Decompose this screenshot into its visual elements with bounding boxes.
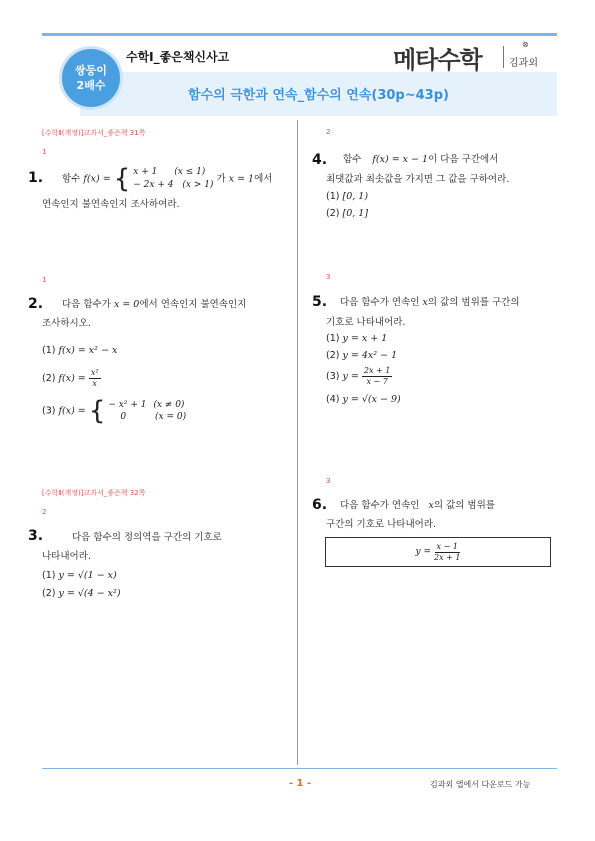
q2-item-3-cond2: (x = 0) <box>155 412 187 422</box>
q4-item-1-math: [0, 1) <box>342 191 369 202</box>
q6-box-numerator: x − 1 <box>436 541 458 551</box>
q2-item-1-label: (1) <box>42 345 56 356</box>
q3-item-1-math: y = √(1 − x) <box>58 570 117 581</box>
q6-line1 <box>340 496 495 516</box>
q2-line2: 조사하시오. <box>42 318 91 329</box>
q3-line2: 나타내어라. <box>42 551 91 562</box>
q5-item-3-lhs: y = <box>342 371 359 382</box>
column-divider <box>297 120 298 765</box>
q5-item-4-math: y = √(x − 9) <box>342 394 401 405</box>
q5-line2: 기호로 나타내어라. <box>326 317 406 328</box>
badge-line2: 2배수 <box>76 79 106 92</box>
q2-line1-post: 에서 연속인지 불연속인지 <box>139 299 247 310</box>
q1-cases <box>133 166 213 192</box>
q4-item-2-math: [0, 1] <box>342 208 369 219</box>
q4-line1-math: f(x) = x − 1 <box>372 154 429 165</box>
q5-item-1-label: (1) <box>326 333 340 344</box>
q4-line2: 최댓값과 최솟값을 가지면 그 값을 구하여라. <box>326 174 510 185</box>
q2-item-3-lhs: f(x) = <box>58 405 86 417</box>
q6-line2: 구간의 기호로 나타내어라. <box>326 519 437 530</box>
q5-line1-post: 의 값의 범위를 구간의 <box>427 297 520 308</box>
q4-number: 4. <box>312 152 328 168</box>
q2-number: 2. <box>28 296 44 312</box>
q4-item-1 <box>326 191 368 202</box>
q1-source: [수학Ⅱ(개정)]교과서_좋은책 31쪽 <box>42 129 146 137</box>
q2-item-3-brace: { <box>88 396 106 426</box>
q5-item-3-fraction <box>362 366 392 387</box>
q3-number: 3. <box>28 528 44 544</box>
q6-box-fraction <box>434 542 460 563</box>
q6-level: 3 <box>326 477 331 485</box>
q2-line1-pre: 다음 함수가 <box>62 299 111 310</box>
q5-item-3-denominator: x − 7 <box>366 377 388 386</box>
q6-line1-math: x <box>428 500 434 511</box>
q5-item-4 <box>326 394 401 405</box>
q2-item-2-label: (2) <box>42 373 56 384</box>
q4-line1-pre: 함수 <box>343 154 362 165</box>
q3-level: 2 <box>42 508 47 516</box>
q5-item-3 <box>326 366 392 387</box>
page-number: - 1 - <box>288 778 312 789</box>
q2-item-2-fraction <box>89 368 101 389</box>
badge-line1: 쌍둥이 <box>75 64 107 77</box>
q5-line1-math: x <box>422 297 428 308</box>
q5-item-4-label: (4) <box>326 394 340 405</box>
q1-tail: 에서 <box>254 173 273 185</box>
q4-item-2-label: (2) <box>326 208 340 219</box>
q1-mid: 가 <box>216 173 226 185</box>
q2-item-2-lhs: f(x) = <box>58 373 86 384</box>
q1-at: x = 1 <box>228 173 255 185</box>
q4-level: 2 <box>326 128 331 136</box>
q2-item-3-case1: − x² + 1 <box>108 400 147 410</box>
q2-item-1 <box>42 345 117 356</box>
subject-label: 수학Ⅰ_좋은책신사고 <box>126 50 230 64</box>
q1-case1: x + 1 <box>133 167 158 177</box>
q5-item-3-label: (3) <box>326 371 340 382</box>
logo-divider <box>503 46 504 68</box>
q2-item-3-cond1: (x ≠ 0) <box>153 400 185 410</box>
q1-cond1: (x ≤ 1) <box>174 167 206 177</box>
q2-level: 1 <box>42 276 47 284</box>
footer-rule <box>42 768 557 769</box>
q1-brace: { <box>113 164 131 194</box>
q3-line1: 다음 함수의 정의역을 구간의 기호로 <box>72 532 222 543</box>
q4-line1-post: 이 다음 구간에서 <box>428 154 499 165</box>
q5-number: 5. <box>312 294 328 310</box>
q5-item-2 <box>326 350 397 361</box>
q1-line1 <box>62 166 272 192</box>
q2-line1-math: x = 0 <box>113 299 140 310</box>
q5-level: 3 <box>326 273 331 281</box>
q4-line1 <box>343 150 498 170</box>
q2-item-2-denominator: x <box>92 379 97 388</box>
q1-level: 1 <box>42 148 47 156</box>
q2-line1 <box>62 295 246 315</box>
q1-function: f(x) = <box>83 173 111 185</box>
q2-item-3-cases <box>108 399 186 423</box>
q1-number: 1. <box>28 170 44 186</box>
q1-lead: 함수 <box>62 173 81 185</box>
q5-item-3-numerator: 2x + 1 <box>363 366 391 375</box>
q5-line1-pre: 다음 함수가 연속인 <box>340 297 420 308</box>
q2-item-1-math: f(x) = x² − x <box>58 345 118 356</box>
q3-source: [수학Ⅱ(개정)]교과서_좋은책 32쪽 <box>42 489 146 497</box>
q5-item-2-label: (2) <box>326 350 340 361</box>
q2-item-3-label: (3) <box>42 405 56 417</box>
q3-item-1-label: (1) <box>42 570 56 581</box>
q6-line1-pre: 다음 함수가 연속인 <box>340 500 420 511</box>
q6-box-denominator: 2x + 1 <box>434 552 461 562</box>
q1-line2: 연속인지 불연속인지 조사하여라. <box>42 199 180 210</box>
q1-cond2: (x > 1) <box>182 180 214 190</box>
q6-line1-post: 의 값의 범위를 <box>433 500 495 511</box>
q6-number: 6. <box>312 497 328 513</box>
q2-item-2-numerator: x² <box>90 368 99 377</box>
q5-item-1-math: y = x + 1 <box>342 333 388 344</box>
q3-item-2-label: (2) <box>42 588 56 599</box>
q3-item-2 <box>42 588 121 599</box>
q6-function-box <box>325 537 551 567</box>
brand-sub-logo: 김과외 <box>509 58 538 69</box>
brand-mark-icon: ⊗ <box>522 40 529 49</box>
q2-item-2 <box>42 368 101 389</box>
q5-item-1 <box>326 333 387 344</box>
q4-item-1-label: (1) <box>326 191 340 202</box>
q3-item-2-math: y = √(4 − x²) <box>58 588 121 599</box>
q2-item-3 <box>42 398 186 424</box>
brand-logo: 메타수학 <box>393 46 482 74</box>
q5-item-2-math: y = 4x² − 1 <box>342 350 398 361</box>
q3-item-1 <box>42 570 117 581</box>
q1-case2: − 2x + 4 <box>133 180 174 190</box>
q6-box-lhs: y = <box>415 547 431 557</box>
q4-item-2 <box>326 208 368 219</box>
q2-item-3-case2: 0 <box>120 412 127 422</box>
footer-note: 김과외 앱에서 다운로드 가능 <box>430 780 531 789</box>
page-title: 함수의 극한과 연속_함수의 연속(30p~43p) <box>188 88 449 103</box>
q5-line1 <box>340 293 520 313</box>
